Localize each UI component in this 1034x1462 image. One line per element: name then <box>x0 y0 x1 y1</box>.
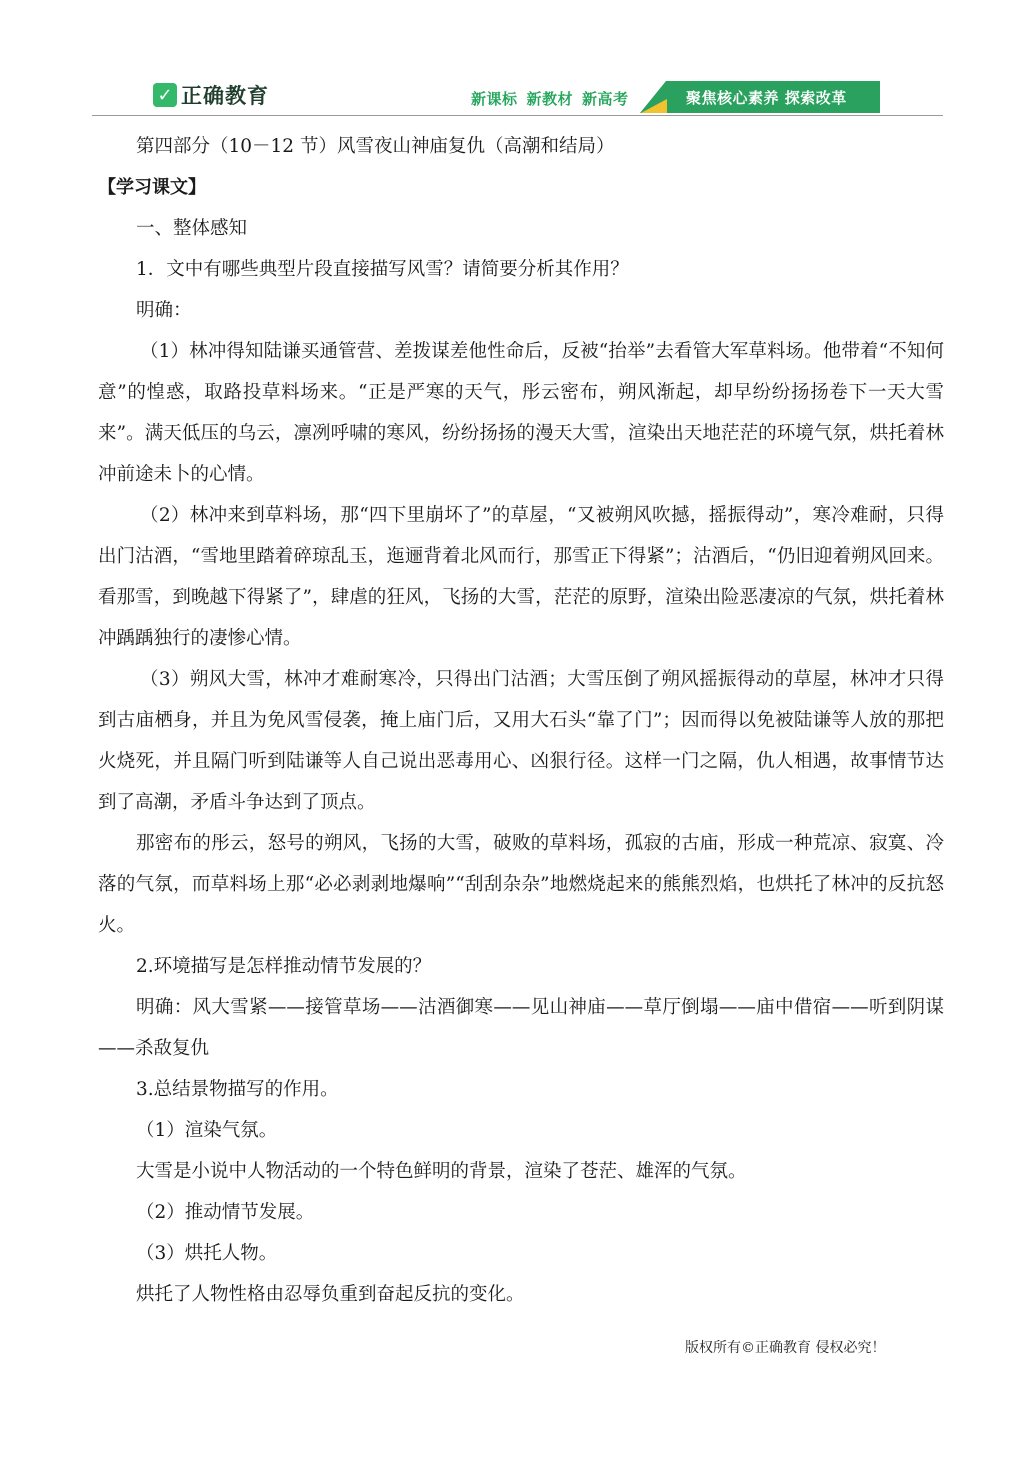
slogan-item: 新课标 <box>471 90 518 108</box>
paragraph-3: （3）朔风大雪，林冲才难耐寒冷，只得出门沽酒；大雪压倒了朔风摇振得动的草屋，林冲才只得到古庙栖身，并且为免风雪侵袭，掩上庙门后，又用大石头“靠了门”；因而得以免被陆谦等人放的那把火烧死，并且隔门听到陆谦等人自己说出恶毒用心、凶狠行径。这样一门之隔，仇人相遇，故事情节达到了高潮，矛盾斗争达到了顶点。 <box>98 669 944 813</box>
copyright-footer: 版权所有©正确教育 侵权必究！ <box>685 1340 886 1356</box>
question-2: 2.环境描写是怎样推动情节发展的？ <box>136 956 432 977</box>
list-item-text: 烘托了人物性格由忍辱负重到奋起反抗的变化。 <box>136 1284 525 1305</box>
paragraph-2: （2）林冲来到草料场，那“四下里崩坏了”的草屋，“又被朔风吹撼，摇振得动”，寒冷难耐，只得出门沽酒，“雪地里踏着碎琼乱玉，迤逦背着北风而行，那雪正下得紧”；沽酒后，“仍旧迎着朔风回来。看那雪，到晚越下得紧了”，肆虐的狂风，飞扬的大雪，茫茫的原野，渲染出险恶凄凉的气氛，烘托着林冲踽踽独行的凄惨心情。 <box>98 505 944 649</box>
slogan-item: 新教材 <box>526 90 574 108</box>
section-heading: 【学习课文】 <box>98 177 206 198</box>
question-1: 1．文中有哪些典型片段直接描写风雪？请简要分析其作用？ <box>136 259 629 280</box>
paragraph-1: （1）林冲得知陆谦买通管营、差拨谋差他性命后，反被“抬举”去看管大军草料场。他带着“不知何意”的惶惑，取路投草料场来。“正是严寒的天气，彤云密布，朔风渐起，却早纷纷扬扬卷下一天大雪来”。满天低压的乌云，凛冽呼啸的寒风，纷纷扬扬的漫天大雪，渲染出天地茫茫的环境气氛，烘托着林冲前途未卜的心情。 <box>98 341 944 485</box>
part-title: 第四部分（10－12 节）风雪夜山神庙复仇（高潮和结局） <box>136 136 615 157</box>
answer-2: 明确：风大雪紧——接管草场——沽酒御寒——见山神庙——草厅倒塌——庙中借宿——听到阴谋——杀敌复仇 <box>98 997 944 1059</box>
banner-text: 聚焦核心素养 探索改革 <box>686 89 847 107</box>
logo-text: 正确教育 <box>181 84 269 108</box>
page-header <box>0 0 1034 118</box>
paragraph-4: 那密布的彤云，怒号的朔风，飞扬的大雪，破败的草料场，孤寂的古庙，形成一种荒凉、寂寞、冷落的气氛，而草料场上那“必必剥剥地爆响”“刮刮杂杂”地燃烧起来的熊熊烈焰，也烘托了林冲的反抗怒火。 <box>98 833 944 936</box>
slogan <box>471 88 638 109</box>
subsection-title: 一、整体感知 <box>136 218 248 239</box>
list-item: （3）烘托人物。 <box>136 1243 278 1264</box>
question-3: 3.总结景物描写的作用。 <box>136 1079 339 1100</box>
document-body <box>98 130 944 1315</box>
slogan-item: 新高考 <box>582 90 629 108</box>
list-item-text: 大雪是小说中人物活动的一个特色鲜明的背景，渲染了苍茫、雄浑的气氛。 <box>136 1161 747 1182</box>
header-divider <box>92 115 943 116</box>
list-item: （2）推动情节发展。 <box>136 1202 315 1223</box>
check-icon: ✓ <box>153 83 177 107</box>
brand-logo <box>153 80 269 110</box>
answer-label: 明确： <box>136 300 192 321</box>
list-item: （1）渲染气氛。 <box>136 1120 278 1141</box>
